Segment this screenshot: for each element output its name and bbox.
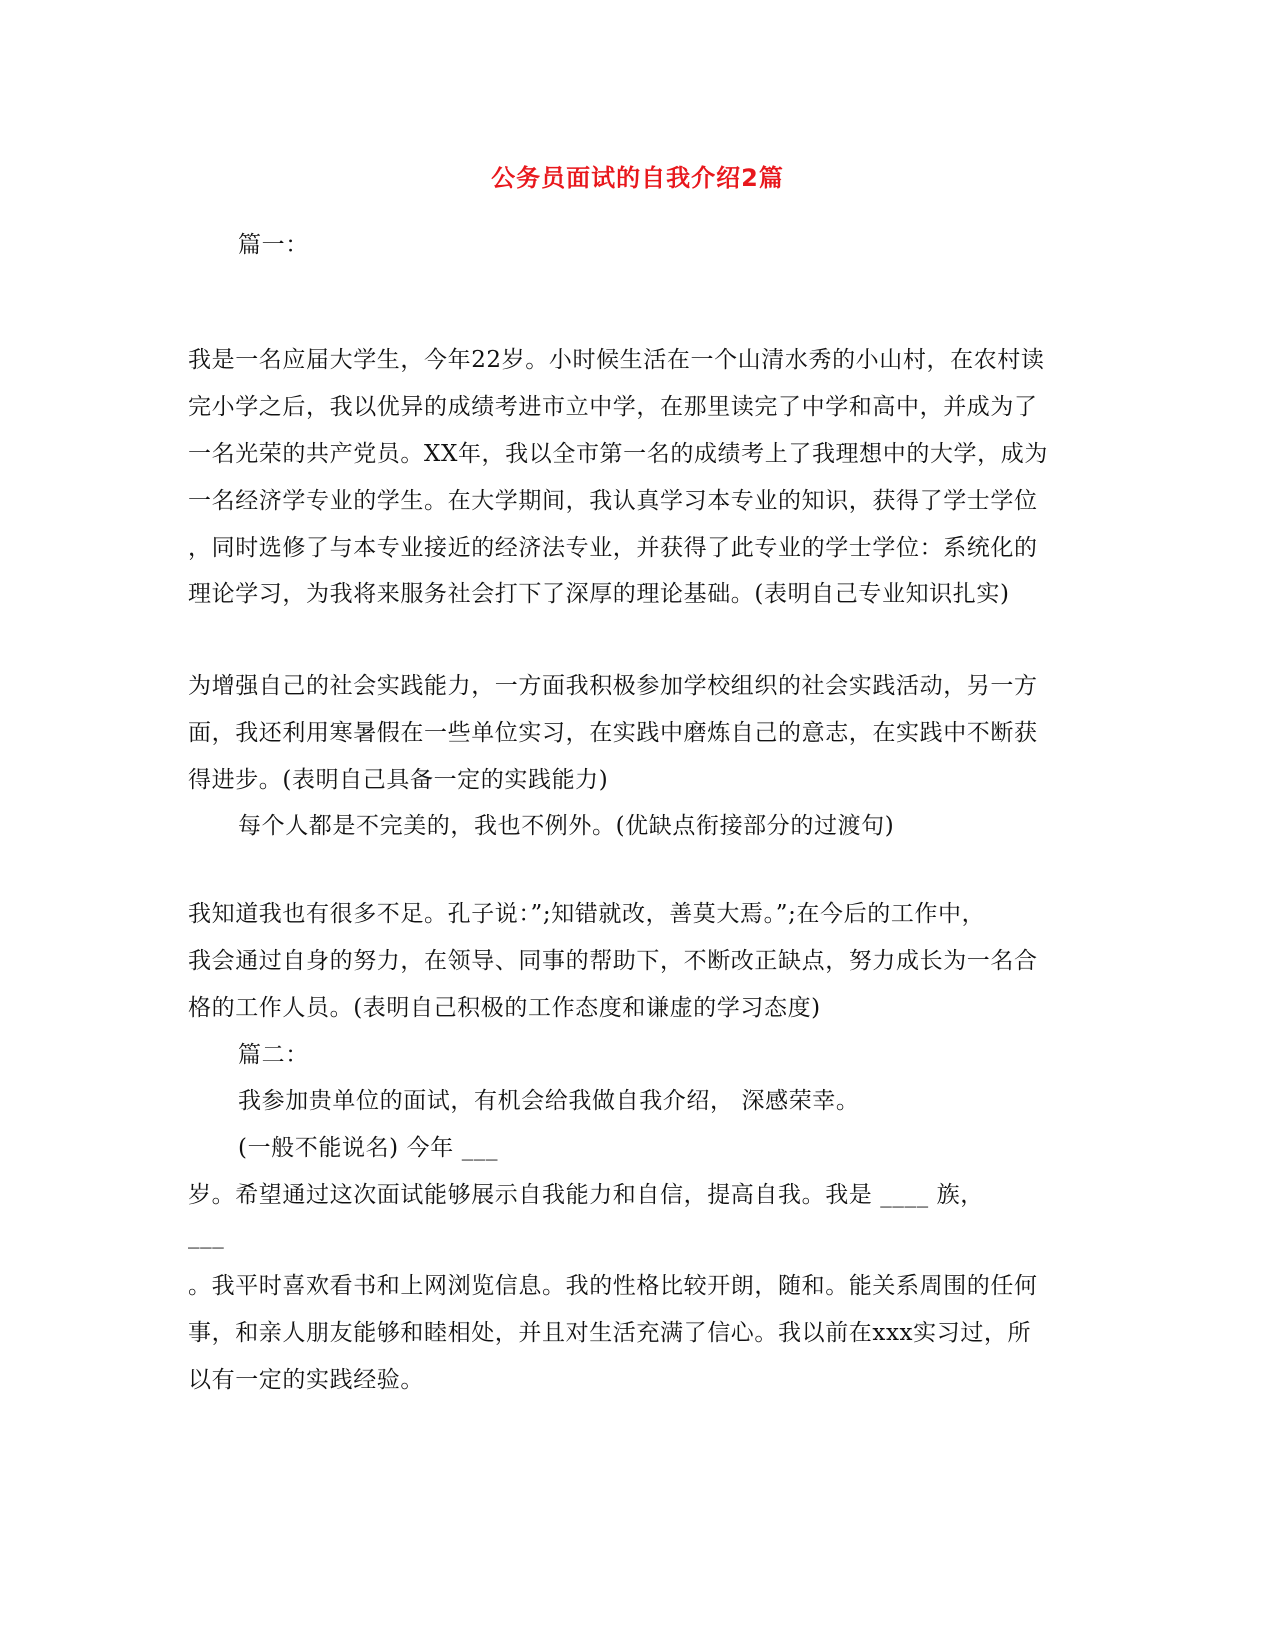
paragraph-line: 一名光荣的共产党员。XX年，我以全市第一名的成绩考上了我理想中的大学，成为	[188, 441, 1048, 467]
paragraph-line: ，同时选修了与本专业接近的经济法专业，并获得了此专业的学士学位：系统化的	[188, 535, 1038, 561]
paragraph-line: (一般不能说名) 今年 ___	[238, 1135, 499, 1161]
paragraph-line: 完小学之后，我以优异的成绩考进市立中学，在那里读完了中学和高中，并成为了	[188, 394, 1038, 420]
paragraph-line: 事，和亲人朋友能够和睦相处，并且对生活充满了信心。我以前在xxx实习过，所	[188, 1320, 1032, 1346]
paragraph-line: 我会通过自身的努力，在领导、同事的帮助下，不断改正缺点，努力成长为一名合	[188, 948, 1038, 974]
section-heading-part-two: 篇二：	[238, 1042, 309, 1068]
paragraph-line: 为增强自己的社会实践能力，一方面我积极参加学校组织的社会实践活动，另一方	[188, 673, 1038, 699]
paragraph-line: 岁。希望通过这次面试能够展示自我能力和自信，提高自我。我是 ____ 族，	[188, 1182, 984, 1208]
paragraph-line: 面，我还利用寒暑假在一些单位实习，在实践中磨炼自己的意志，在实践中不断获	[188, 720, 1038, 746]
paragraph-line: 我参加贵单位的面试，有机会给我做自我介绍， 深感荣幸。	[238, 1088, 860, 1114]
paragraph-line: 每个人都是不完美的，我也不例外。(优缺点衔接部分的过渡句)	[238, 813, 895, 839]
section-heading-part-one: 篇一：	[238, 232, 309, 258]
paragraph-line: 。我平时喜欢看书和上网浏览信息。我的性格比较开朗，随和。能关系周围的任何	[188, 1273, 1038, 1299]
paragraph-line: 理论学习，为我将来服务社会打下了深厚的理论基础。(表明自己专业知识扎实)	[188, 581, 1010, 607]
document-title: 公务员面试的自我介绍2篇	[491, 164, 784, 192]
paragraph-line: 我是一名应届大学生，今年22岁。小时候生活在一个山清水秀的小山村，在农村读	[188, 347, 1045, 373]
paragraph-line: ___	[188, 1223, 225, 1249]
paragraph-line: 以有一定的实践经验。	[188, 1367, 424, 1393]
paragraph-line: 格的工作人员。(表明自己积极的工作态度和谦虚的学习态度)	[188, 995, 821, 1021]
paragraph-line: 得进步。(表明自己具备一定的实践能力)	[188, 767, 609, 793]
paragraph-line: 一名经济学专业的学生。在大学期间，我认真学习本专业的知识，获得了学士学位	[188, 488, 1038, 514]
paragraph-line: 我知道我也有很多不足。孔子说：”;知错就改，善莫大焉。”;在今后的工作中，	[188, 901, 986, 927]
